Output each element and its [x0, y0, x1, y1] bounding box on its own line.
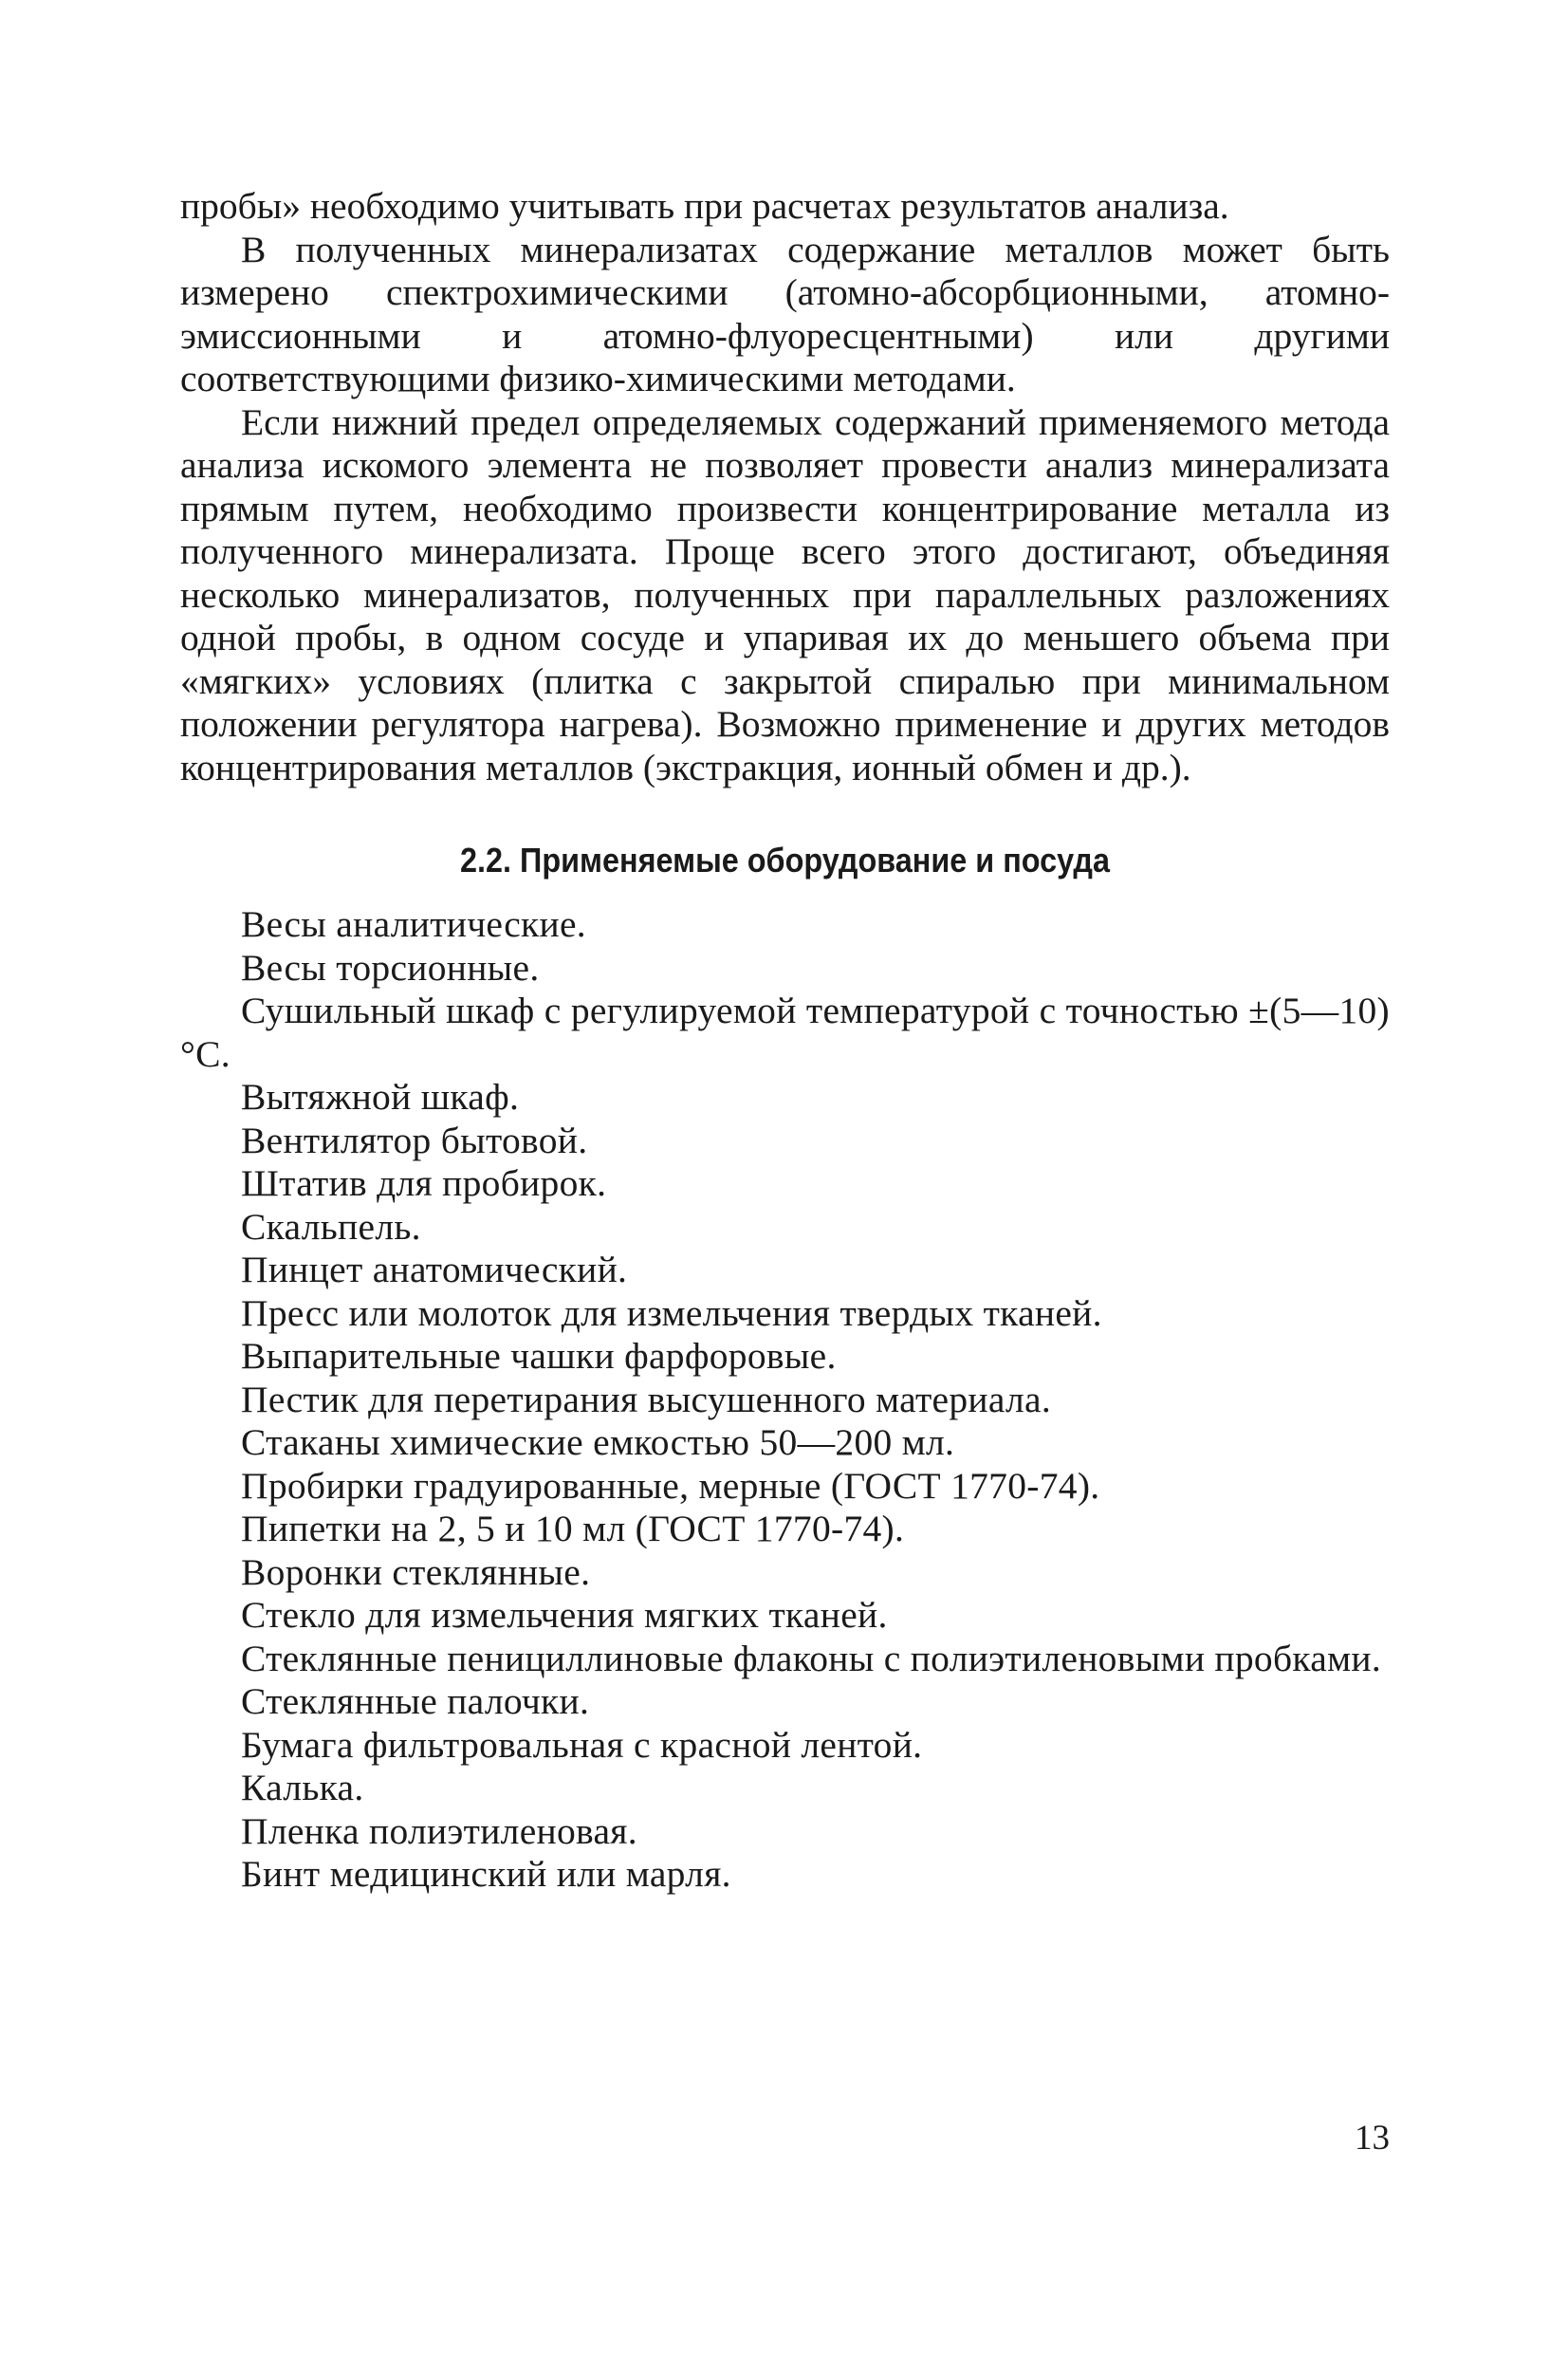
list-item: Бумага фильтровальная с красной лентой.	[241, 1723, 923, 1766]
page-number: 13	[1355, 2119, 1390, 2158]
list-item: Весы торсионные.	[241, 946, 540, 989]
list-item: Скальпель.	[241, 1205, 421, 1248]
list-item: Вытяжной шкаф.	[241, 1076, 520, 1118]
equipment-list	[180, 903, 1390, 1897]
list-item: Калька.	[241, 1767, 364, 1808]
list-item: Пипетки на 2, 5 и 10 мл (ГОСТ 1770-74).	[241, 1508, 905, 1549]
list-item: Бинт медицинский или марля.	[241, 1853, 731, 1895]
list-item: Стаканы химические емкостью 50—200 мл.	[241, 1421, 955, 1463]
paragraph-mineralizates: В полученных минерализатах содержание металлов может быть измерено спектрохимическими (атомно-абсорбционными, атомно-эмиссионными и атомно-флуоресцентными) или другими соответствующими физико-химическими методами.	[180, 228, 1390, 399]
list-item: Стекло для измельчения мягких тканей.	[241, 1594, 888, 1636]
page-content	[180, 185, 1390, 1897]
list-item: Стеклянные пенициллиновые флаконы с полиэтиленовыми пробками.	[241, 1637, 1382, 1679]
list-item: Выпарительные чашки фарфоровые.	[241, 1335, 837, 1377]
list-item: Весы аналитические.	[241, 903, 586, 945]
list-item: Пленка полиэтиленовая.	[241, 1809, 637, 1852]
list-item: Штатив для пробирок.	[241, 1162, 607, 1204]
list-item: Вентилятор бытовой.	[241, 1119, 588, 1161]
list-item: Пинцет анатомический.	[241, 1249, 628, 1290]
list-item: Пресс или молоток для измельчения твердых тканей.	[241, 1291, 1102, 1334]
list-item: Стеклянные палочки.	[241, 1680, 590, 1722]
section-heading: 2.2. Применяемые оборудование и посуда	[460, 841, 1110, 880]
list-item: Воронки стеклянные.	[241, 1550, 591, 1593]
list-item: Пробирки градуированные, мерные (ГОСТ 1770-74).	[241, 1464, 1100, 1507]
paragraph-concentration: Если нижний предел определяемых содержаний применяемого метода анализа искомого элемента не позволяет провести анализ минерализата прямым путем, необходимо произвести концентрирование металла из полученного минерализата. Проще всего этого достигают, объединяя несколько минерализатов, полученных при параллельных разложениях одной пробы, в одном сосуде и упаривая их до меньшего объема при «мягких» условиях (плитка с закрытой спиралью при минимальном положении регулятора нагрева). Возможно применение и других методов концентрирования металлов (экстракция, ионный обмен и др.).	[180, 400, 1390, 788]
list-item: Сушильный шкаф с регулируемой температурой с точностью ±(5—10)°С.	[180, 990, 1390, 1075]
paragraph-continued: пробы» необходимо учитывать при расчетах результатов анализа.	[180, 185, 1229, 227]
list-item: Пестик для перетирания высушенного материала.	[241, 1378, 1052, 1420]
